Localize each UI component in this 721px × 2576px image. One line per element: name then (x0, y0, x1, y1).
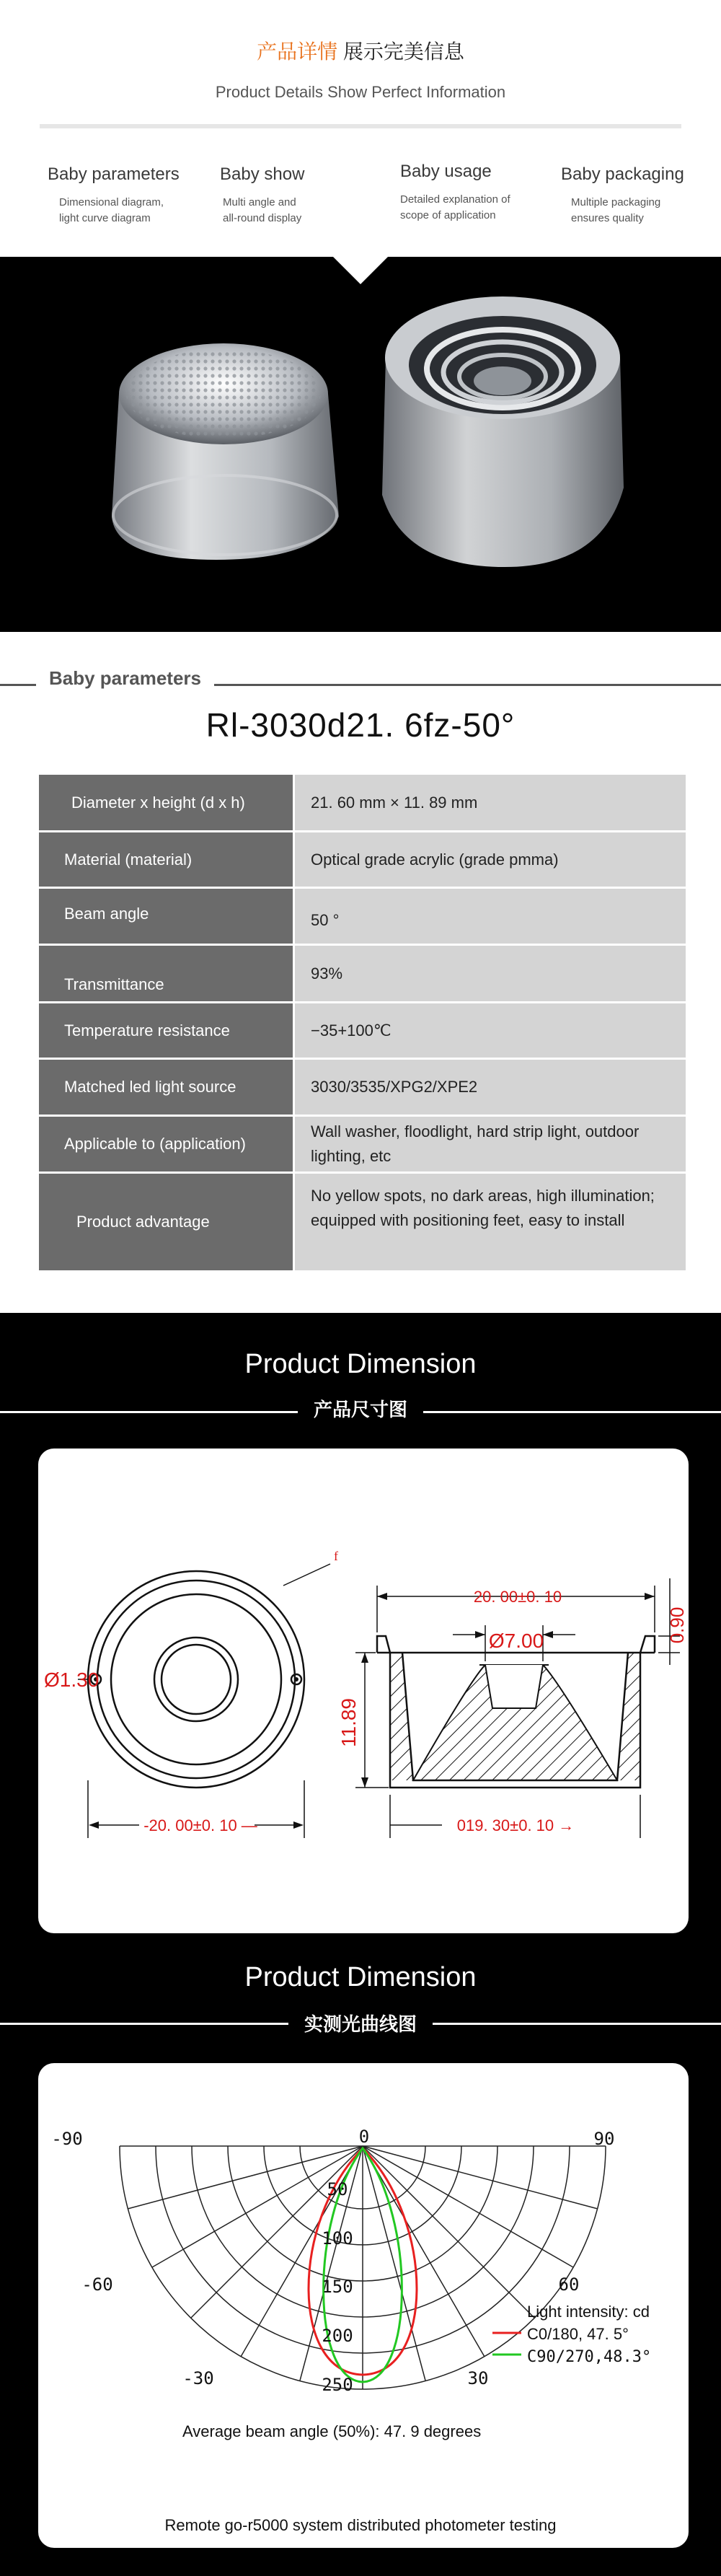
nav-item-title: Baby show (220, 164, 305, 184)
table-row (39, 775, 686, 832)
nav-item-title: Baby parameters (48, 164, 180, 184)
curve-title: Product Dimension (244, 1962, 477, 1992)
table-row (39, 1117, 686, 1174)
angle-label: -30 (182, 2368, 214, 2388)
ring-label: 250 (322, 2375, 353, 2395)
angle-label: 60 (558, 2274, 580, 2295)
nav-item-packaging[interactable] (561, 164, 721, 227)
angle-label: 90 (593, 2129, 615, 2149)
nav-item-usage[interactable] (400, 162, 573, 224)
top-width-label: 20. 00±0. 10 (473, 1588, 562, 1606)
legend-title: Light intensity: cd (527, 2303, 650, 2321)
spec-table (39, 775, 686, 1270)
average-beam-angle: Average beam angle (50%): 47. 9 degrees (182, 2422, 482, 2440)
model-number: Rl-3030d21. 6fz-50° (205, 706, 516, 744)
spec-value: No yellow spots, no dark areas, high illumination; equipped with positioning feet, easy to install (295, 1174, 686, 1270)
angle-label: -60 (81, 2274, 113, 2295)
table-row (39, 1060, 686, 1117)
ring-label: 50 (327, 2179, 348, 2199)
legend-c0: C0/180, 47. 5° (527, 2325, 629, 2343)
outer-diameter-label: -20. 00±0. 10 — (143, 1816, 257, 1834)
spec-label: Material (material) (39, 832, 295, 887)
table-row (39, 832, 686, 889)
photometer-caption: Remote go-r5000 system distributed photometer testing (164, 2516, 557, 2534)
ring-label: 150 (322, 2277, 353, 2297)
angle-label: 30 (467, 2368, 489, 2388)
nav-item-desc: Multi angle and all-round display (223, 196, 302, 224)
header-divider (40, 124, 681, 128)
spec-value: 21. 60 mm × 11. 89 mm (295, 775, 686, 830)
dimension-card (38, 1449, 689, 1933)
dimension-drawing (38, 1449, 689, 1933)
spec-label: Product advantage (39, 1174, 295, 1270)
header-subtitle: Product Details Show Perfect Information (215, 83, 506, 101)
spec-value: Wall washer, floodlight, hard strip light, outdoor lighting, etc (295, 1117, 686, 1171)
nav-item-desc: Detailed explanation of scope of application (400, 193, 510, 221)
spec-value: Optical grade acrylic (grade pmma) (295, 832, 686, 887)
base-diameter-label: 019. 30±0. 10 → (456, 1816, 575, 1834)
polar-chart (38, 2063, 689, 2548)
spec-value: −35+100℃ (295, 1003, 686, 1058)
nav-item-desc: Dimensional diagram, light curve diagram (59, 196, 164, 224)
table-row (39, 1003, 686, 1060)
spec-label: Beam angle (39, 889, 295, 944)
section-label: Baby parameters (36, 667, 214, 690)
nav-item-title: Baby usage (400, 162, 492, 181)
light-curve-card (38, 2063, 689, 2548)
nav-item-show[interactable] (220, 164, 393, 227)
spec-value: 93% (295, 946, 686, 1001)
table-row (39, 1174, 686, 1270)
ring-label: 100 (322, 2228, 353, 2248)
height-label: 11.89 (337, 1698, 360, 1747)
spec-label: Transmittance (39, 946, 295, 1001)
legend-c90: C90/270,48.3° (527, 2348, 652, 2366)
dimension-title: Product Dimension (244, 1349, 477, 1379)
header-title (0, 36, 721, 65)
dimension-subtitle: 产品尺寸图 (0, 1395, 721, 1422)
ring-label: 200 (322, 2326, 353, 2346)
spec-value: 3030/3535/XPG2/XPE2 (295, 1060, 686, 1115)
curve-subtitle: 实测光曲线图 (0, 2010, 721, 2036)
rim-label: 0.90 (666, 1606, 688, 1644)
nav-item-title: Baby packaging (561, 164, 684, 184)
table-row (39, 946, 686, 1003)
product-photo (0, 257, 721, 632)
mark-label: f (334, 1549, 338, 1563)
spec-label: Diameter x height (d x h) (39, 775, 295, 830)
nav-item-parameters[interactable] (48, 164, 221, 227)
ring-label: 0 (358, 2127, 370, 2147)
spec-value: 50 ° (295, 889, 686, 944)
angle-label: -90 (51, 2129, 83, 2149)
nav-item-desc: Multiple packaging ensures quality (571, 196, 661, 224)
photo-notch (332, 255, 389, 284)
header-title-rest: 展示完美信息 (342, 40, 464, 63)
table-row (39, 889, 686, 946)
hole-diameter-label: Ø1.30 (44, 1669, 99, 1691)
spec-label: Matched led light source (39, 1060, 295, 1115)
header-title-accent: 产品详情 (257, 40, 338, 63)
inner-diameter-label: Ø7.00 (488, 1630, 544, 1652)
spec-label: Temperature resistance (39, 1003, 295, 1058)
spec-label: Applicable to (application) (39, 1117, 295, 1171)
lens-illustration (0, 257, 721, 632)
